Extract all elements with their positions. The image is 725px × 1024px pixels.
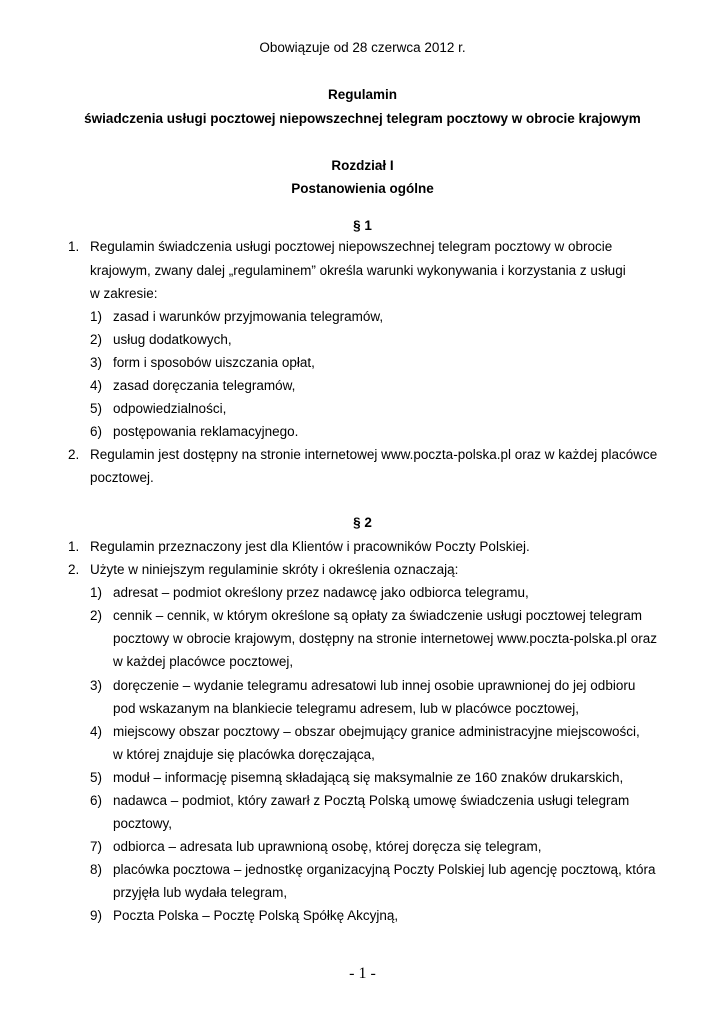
list-item-number: 9): [90, 908, 103, 923]
list-item-number: 4): [90, 378, 103, 393]
list-item-number: 1): [90, 309, 103, 324]
list-item-number: 8): [90, 862, 103, 877]
definition-line: Poczta Polska – Pocztę Polską Spółkę Akcyjną,: [113, 908, 399, 923]
paragraph-line: Użyte w niniejszym regulaminie skróty i określenia oznaczają:: [90, 562, 459, 577]
chapter-title: Postanowienia ogólne: [291, 181, 434, 196]
definition-line: nadawca – podmiot, który zawarł z Pocztą Polską umowę świadczenia usługi telegram: [113, 793, 630, 808]
definition-line: w której znajduje się placówka doręczająca,: [113, 747, 375, 762]
list-item: odpowiedzialności,: [113, 401, 227, 416]
definition-line: w każdej placówce pocztowej,: [113, 654, 294, 669]
effective-date: Obowiązuje od 28 czerwca 2012 r.: [259, 40, 466, 55]
list-item-number: 7): [90, 839, 103, 854]
list-item: zasad i warunków przyjmowania telegramów,: [113, 309, 384, 324]
list-item: usług dodatkowych,: [113, 332, 232, 347]
paragraph-line: pocztowej.: [90, 470, 154, 485]
list-item-number: 3): [90, 355, 103, 370]
definition-line: cennik – cennik, w którym określone są opłaty za świadczenie usługi pocztowej telegram: [113, 608, 643, 623]
definition-line: placówka pocztowa – jednostkę organizacyjną Poczty Polskiej lub agencję pocztową, która: [113, 862, 656, 877]
definition-line: przyjęła lub wydała telegram,: [113, 885, 288, 900]
definition-line: pocztowy,: [113, 816, 173, 831]
document-subtitle: świadczenia usługi pocztowej niepowszechnej telegram pocztowy w obrocie krajowym: [84, 111, 641, 126]
paragraph-number: 1.: [68, 239, 80, 254]
list-item-number: 2): [90, 332, 103, 347]
definition-line: doręczenie – wydanie telegramu adresatowi lub innej osobie uprawnionej do jej odbioru: [113, 678, 636, 693]
document-title: Regulamin: [327, 87, 397, 102]
list-item-number: 5): [90, 401, 103, 416]
paragraph-line: krajowym, zwany dalej „regulaminem” określa warunki wykonywania i korzystania z usługi: [90, 263, 626, 278]
definition-line: pocztowy w obrocie krajowym, dostępny na stronie internetowej www.poczta-polska.pl oraz: [113, 631, 658, 646]
definition-line: odbiorca – adresata lub uprawnioną osobę, której doręcza się telegram,: [113, 839, 542, 854]
section-2-heading: § 2: [353, 515, 372, 530]
definition-line: moduł – informację pisemną składającą się maksymalnie ze 160 znaków drukarskich,: [113, 770, 624, 785]
definition-line: adresat – podmiot określony przez nadawcę jako odbiorca telegramu,: [113, 585, 529, 600]
list-item: postępowania reklamacyjnego.: [113, 424, 299, 439]
list-item-number: 3): [90, 678, 103, 693]
definition-line: pod wskazanym na blankiecie telegramu adresem, lub w placówce pocztowej,: [113, 701, 579, 716]
definition-line: miejscowy obszar pocztowy – obszar obejmujący granice administracyjne miejscowości,: [113, 724, 640, 739]
list-item: zasad doręczania telegramów,: [113, 378, 296, 393]
list-item-number: 4): [90, 724, 103, 739]
paragraph-line: Regulamin świadczenia usługi pocztowej niepowszechnej telegram pocztowy w obrocie: [90, 239, 613, 254]
paragraph-number: 2.: [68, 447, 80, 462]
paragraph-number: 1.: [68, 539, 80, 554]
section-1-heading: § 1: [353, 218, 372, 233]
chapter-number: Rozdział I: [331, 158, 394, 173]
list-item-number: 2): [90, 608, 103, 623]
paragraph-line: w zakresie:: [90, 286, 158, 301]
list-item-number: 6): [90, 424, 103, 439]
list-item: form i sposobów uiszczania opłat,: [113, 355, 315, 370]
list-item-number: 5): [90, 770, 103, 785]
page-number: - 1 -: [349, 965, 376, 982]
paragraph-line: Regulamin przeznaczony jest dla Klientów i pracowników Poczty Polskiej.: [90, 539, 530, 554]
list-item-number: 1): [90, 585, 103, 600]
list-item-number: 6): [90, 793, 103, 808]
paragraph-line: Regulamin jest dostępny na stronie internetowej www.poczta-polska.pl oraz w każdej placówce: [90, 447, 658, 462]
paragraph-number: 2.: [68, 562, 80, 577]
